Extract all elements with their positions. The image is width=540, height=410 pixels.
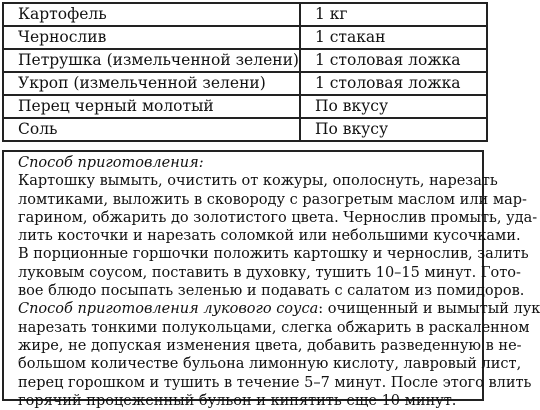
table-row	[3, 49, 487, 72]
ingredient-amount: По вкусу	[300, 118, 487, 141]
table-row	[3, 118, 487, 141]
ingredient-name: Перец черный молотый	[3, 95, 300, 118]
sauce-line: горячий процеженный бульон и кипятить еще 10 минут.	[18, 392, 457, 409]
ingredient-name: Петрушка (измельченной зелени)	[3, 49, 300, 72]
method-line: ломтиками, выложить в сковороду с разогретым маслом или мар-	[18, 191, 527, 208]
ingredient-amount: 1 столовая ложка	[300, 49, 487, 72]
method-line: гарином, обжарить до золотистого цвета. Чернослив промыть, уда-	[18, 209, 538, 226]
method-line: лить косточки и нарезать соломкой или небольшими кусочками.	[18, 228, 521, 245]
table-row	[3, 3, 487, 26]
method-line: вое блюдо посыпать зеленью и подавать с салатом из помидоров.	[18, 283, 525, 300]
sauce-first-line-rest: : очищенный и вымытый лук	[318, 301, 540, 318]
table-row	[3, 26, 487, 49]
ingredient-name: Картофель	[3, 3, 300, 26]
sauce-line: нарезать тонкими полукольцами, слегка обжарить в раскаленном	[18, 319, 530, 336]
recipe-instructions	[2, 150, 540, 409]
ingredients-table	[2, 2, 488, 142]
method-line: В порционные горшочки положить картошку и чернослив, залить	[18, 246, 529, 263]
sauce-heading: Способ приготовления лукового соуса	[18, 301, 319, 318]
method-heading: Способ приготовления:	[18, 155, 204, 171]
ingredient-amount: 1 стакан	[300, 26, 487, 49]
ingredient-amount: По вкусу	[300, 95, 487, 118]
ingredient-name: Соль	[3, 118, 300, 141]
ingredient-amount: 1 столовая ложка	[300, 72, 487, 95]
ingredient-name: Укроп (измельченной зелени)	[3, 72, 300, 95]
table-row	[3, 72, 487, 95]
sauce-line: перец горошком и тушить в течение 5–7 минут. После этого влить	[18, 374, 532, 391]
method-line: луковым соусом, поставить в духовку, тушить 10–15 минут. Гото-	[18, 264, 521, 281]
ingredient-name: Чернослив	[3, 26, 300, 49]
ingredient-amount: 1 кг	[300, 3, 487, 26]
sauce-first-line	[18, 300, 540, 318]
method-line: Картошку вымыть, очистить от кожуры, ополоснуть, нарезать	[18, 173, 498, 190]
sauce-line: большом количестве бульона лимонную кислоту, лавровый лист,	[18, 356, 522, 373]
table-row	[3, 95, 487, 118]
sauce-line: жире, не допуская изменения цвета, добавить разведенную в не-	[18, 337, 522, 354]
